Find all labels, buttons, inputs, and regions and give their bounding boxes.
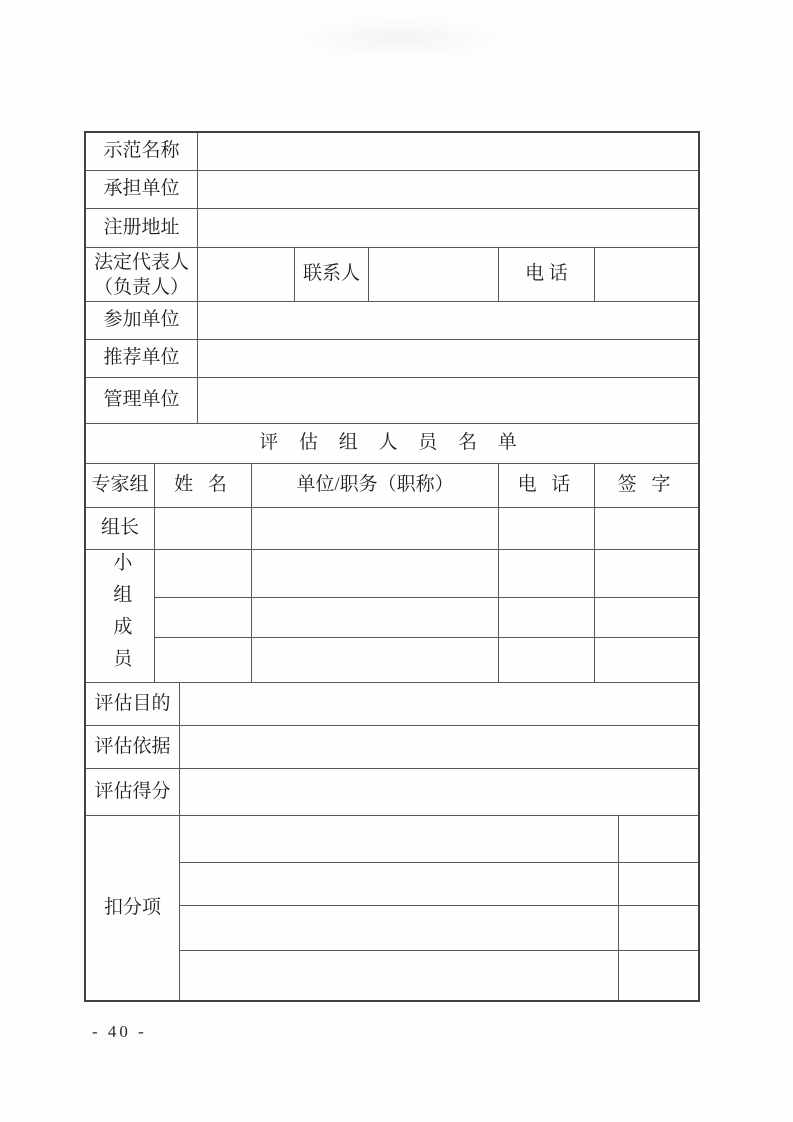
contact-label: 联系人 xyxy=(295,248,369,301)
deduction3-score-cell xyxy=(619,906,698,951)
recommending-unit-value-cell xyxy=(198,340,698,377)
row-legal-representative xyxy=(86,248,698,302)
section-team-members xyxy=(86,550,698,683)
deduction2-score-cell xyxy=(619,863,698,906)
row-recommending-unit xyxy=(86,340,698,378)
deduction4-score-cell xyxy=(619,951,698,1000)
member2-phone-cell xyxy=(499,598,595,638)
legal-representative-value-cell xyxy=(198,248,295,301)
row-demo-name xyxy=(86,133,698,171)
legal-representative-label xyxy=(86,248,198,301)
member3-unit-cell xyxy=(252,638,499,682)
eval-score-label: 评估得分 xyxy=(86,769,180,815)
deduction1-score-cell xyxy=(619,816,698,863)
row-participating-unit xyxy=(86,302,698,340)
contact-value-cell xyxy=(369,248,499,301)
row-managing-unit xyxy=(86,378,698,424)
leader-unit-cell xyxy=(252,508,499,549)
demo-name-value-cell xyxy=(198,133,698,170)
member2-name-cell xyxy=(155,598,252,638)
leader-label: 组长 xyxy=(86,508,155,549)
section-deduction-items xyxy=(86,816,698,1000)
eval-purpose-value-cell xyxy=(180,683,698,725)
row-team-title xyxy=(86,424,698,464)
registered-address-label: 注册地址 xyxy=(86,209,198,247)
member1-phone-cell xyxy=(499,550,595,598)
member3-signature-cell xyxy=(595,638,698,682)
deduction-items-label: 扣分项 xyxy=(86,816,180,1000)
row-eval-purpose xyxy=(86,683,698,726)
participating-unit-label: 参加单位 xyxy=(86,302,198,339)
undertaking-unit-value-cell xyxy=(198,171,698,208)
evaluation-form-table xyxy=(84,131,700,1002)
row-registered-address xyxy=(86,209,698,248)
undertaking-unit-label: 承担单位 xyxy=(86,171,198,208)
eval-basis-label: 评估依据 xyxy=(86,726,180,768)
contact-phone-value-cell xyxy=(595,248,698,301)
leader-phone-cell xyxy=(499,508,595,549)
legal-representative-label-line2: （负责人） xyxy=(93,276,189,298)
member1-name-cell xyxy=(155,550,252,598)
member2-unit-cell xyxy=(252,598,499,638)
eval-purpose-label: 评估目的 xyxy=(86,683,180,725)
member1-unit-cell xyxy=(252,550,499,598)
managing-unit-label: 管理单位 xyxy=(86,378,198,423)
contact-phone-label: 电 话 xyxy=(499,248,595,301)
header-name: 姓 名 xyxy=(155,464,252,507)
header-signature: 签 字 xyxy=(617,474,676,496)
row-team-leader xyxy=(86,508,698,550)
deduction1-content-cell xyxy=(180,816,619,863)
leader-name-cell xyxy=(155,508,252,549)
legal-representative-label-line1: 法定代表人 xyxy=(93,251,189,273)
row-team-header xyxy=(86,464,698,508)
row-eval-score xyxy=(86,769,698,816)
header-phone: 电 话 xyxy=(499,464,595,507)
row-eval-basis xyxy=(86,726,698,769)
member2-signature-cell xyxy=(595,598,698,638)
page-number: - 40 - xyxy=(92,1022,147,1041)
scan-artifact xyxy=(300,18,500,58)
deduction2-content-cell xyxy=(180,863,619,906)
member3-phone-cell xyxy=(499,638,595,682)
member3-name-cell xyxy=(155,638,252,682)
header-unit-position: 单位/职务（职称） xyxy=(252,464,499,507)
header-expert-group: 专家组 xyxy=(86,464,155,507)
registered-address-value-cell xyxy=(198,209,698,247)
member1-signature-cell xyxy=(595,550,698,598)
demo-name-label: 示范名称 xyxy=(86,133,198,170)
recommending-unit-label: 推荐单位 xyxy=(86,340,198,377)
leader-signature-cell xyxy=(595,508,698,549)
managing-unit-value-cell xyxy=(198,378,698,423)
deduction4-content-cell xyxy=(180,951,619,1000)
team-title: 评 估 组 人 员 名 单 xyxy=(259,432,525,454)
deduction3-content-cell xyxy=(180,906,619,951)
row-undertaking-unit xyxy=(86,171,698,209)
participating-unit-value-cell xyxy=(198,302,698,339)
members-label: 小组成员 xyxy=(86,550,155,682)
eval-basis-value-cell xyxy=(180,726,698,768)
eval-score-value-cell xyxy=(180,769,698,815)
